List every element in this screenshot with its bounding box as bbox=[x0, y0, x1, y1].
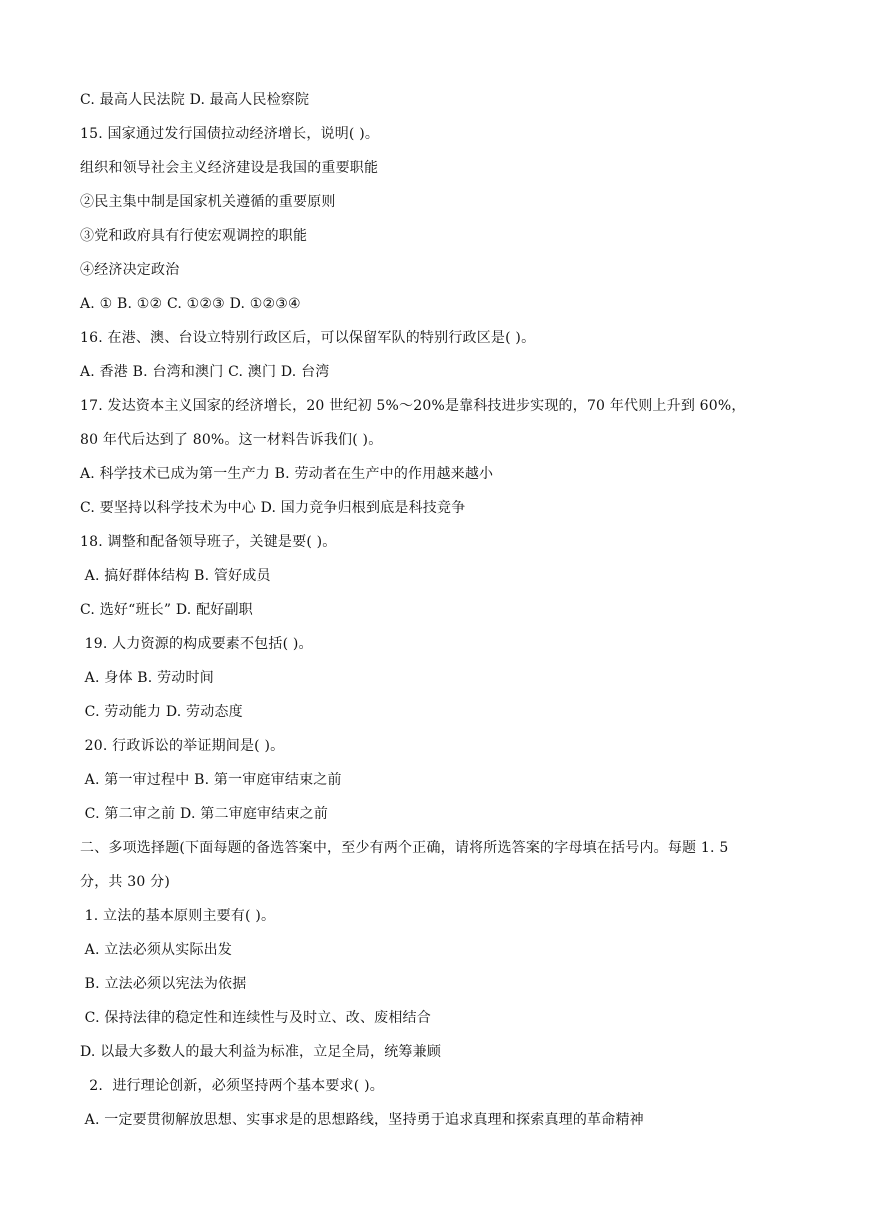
answer-options: C. 第二审之前 D. 第二审庭审结束之前 bbox=[80, 806, 329, 822]
question-m1: 1. 立法的基本原则主要有( )。 bbox=[80, 908, 276, 924]
text-line: ③党和政府具有行使宏观调控的职能 bbox=[80, 228, 308, 244]
question-17: 17. 发达资本主义国家的经济增长，20 世纪初 5%～20%是靠科技进步实现的，70 年代则上升到 60%， bbox=[80, 398, 746, 414]
section-heading: 二、多项选择题(下面每题的备选答案中，至少有两个正确，请将所选答案的字母填在括号内。每题 1. 5 bbox=[80, 840, 729, 856]
answer-options: A. ① B. ①② C. ①②③ D. ①②③④ bbox=[80, 296, 301, 312]
text-line: 80 年代后达到了 80%。这一材料告诉我们( )。 bbox=[80, 432, 383, 448]
answer-options: A. 香港 B. 台湾和澳门 C. 澳门 D. 台湾 bbox=[80, 364, 330, 380]
answer-options: B. 立法必须以宪法为依据 bbox=[80, 976, 247, 992]
answer-options: C. 要坚持以科学技术为中心 D. 国力竞争归根到底是科技竞争 bbox=[80, 500, 466, 516]
text-line: ④经济决定政治 bbox=[80, 262, 180, 278]
answer-options: A. 第一审过程中 B. 第一审庭审结束之前 bbox=[80, 772, 342, 788]
answer-options: C. 保持法律的稳定性和连续性与及时立、改、废相结合 bbox=[80, 1010, 431, 1026]
answer-options: D. 以最大多数人的最大利益为标准，立足全局，统筹兼顾 bbox=[80, 1044, 442, 1060]
text-line: 组织和领导社会主义经济建设是我国的重要职能 bbox=[80, 160, 379, 176]
section-heading: 分，共 30 分) bbox=[80, 874, 170, 890]
question-19: 19. 人力资源的构成要素不包括( )。 bbox=[80, 636, 313, 652]
question-16: 16. 在港、澳、台设立特别行政区后，可以保留军队的特别行政区是( )。 bbox=[80, 330, 536, 346]
answer-options: A. 一定要贯彻解放思想、实事求是的思想路线，坚持勇于追求真理和探索真理的革命精神 bbox=[80, 1112, 644, 1128]
answer-options: A. 身体 B. 劳动时间 bbox=[80, 670, 214, 686]
question-15: 15. 国家通过发行国债拉动经济增长，说明( )。 bbox=[80, 126, 380, 142]
text-line: ②民主集中制是国家机关遵循的重要原则 bbox=[80, 194, 336, 210]
answer-options: C. 选好“班长” D. 配好副职 bbox=[80, 602, 253, 618]
answer-options: C. 劳动能力 D. 劳动态度 bbox=[80, 704, 243, 720]
answer-options: A. 科学技术已成为第一生产力 B. 劳动者在生产中的作用越来越小 bbox=[80, 466, 494, 482]
question-18: 18. 调整和配备领导班子，关键是要( )。 bbox=[80, 534, 337, 550]
answer-options: A. 立法必须从实际出发 bbox=[80, 942, 233, 958]
text-line: C. 最高人民法院 D. 最高人民检察院 bbox=[80, 92, 310, 108]
question-m2: 2. 进行理论创新，必须坚持两个基本要求( )。 bbox=[80, 1078, 384, 1094]
answer-options: A. 搞好群体结构 B. 管好成员 bbox=[80, 568, 271, 584]
question-20: 20. 行政诉讼的举证期间是( )。 bbox=[80, 738, 285, 754]
